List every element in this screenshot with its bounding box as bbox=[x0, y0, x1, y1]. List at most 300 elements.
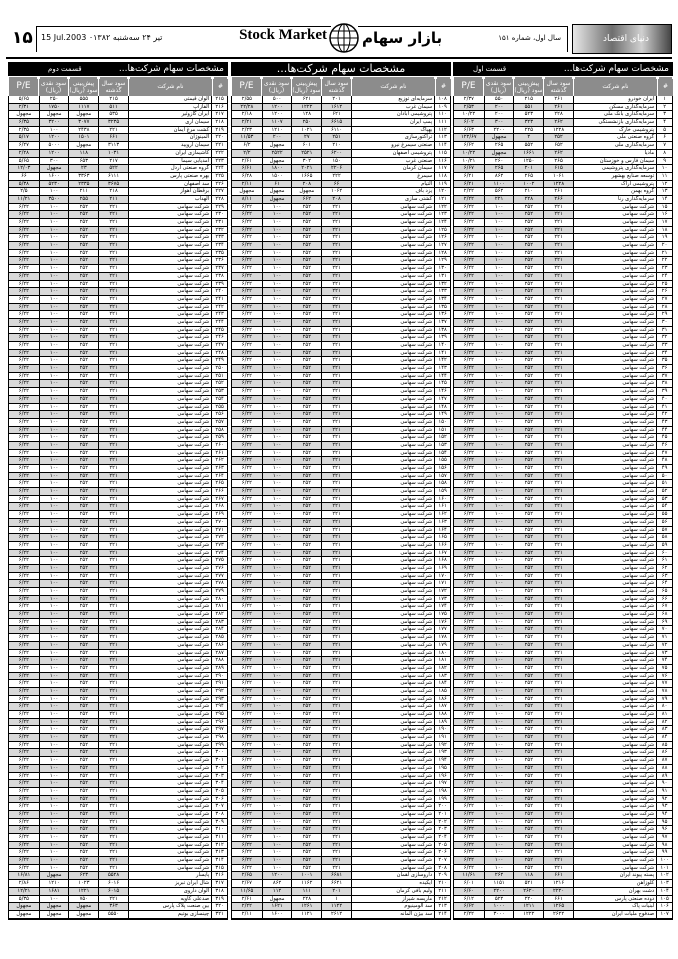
cell-row-number: ۲۳۰ bbox=[211, 211, 227, 218]
header-company-name: نام شرکت bbox=[351, 77, 435, 96]
cell-row-number: ۱۱۰ bbox=[434, 111, 450, 118]
cell-last-year-eps: ۲۲۱ bbox=[321, 834, 351, 841]
cell-row-number: ۱۵۶ bbox=[434, 465, 450, 472]
cell-dividend: ۱۰۰ bbox=[262, 503, 292, 510]
cell-pe-ratio: ۶/۲ bbox=[243, 142, 251, 149]
table-row bbox=[9, 611, 227, 619]
cell-last-year-eps: ۲۲۱ bbox=[321, 265, 351, 272]
table-row bbox=[232, 519, 450, 527]
cell-eps-forecast: ۲۵۲ bbox=[291, 688, 321, 695]
cell-pe-ratio: ۶/۲۲ bbox=[18, 549, 29, 556]
table-row bbox=[454, 826, 672, 834]
cell-company-name: شرکت سهامی bbox=[128, 673, 211, 680]
cell-pe-ratio: ۶/۲۲ bbox=[18, 588, 29, 594]
cell-eps-forecast: ۲۵۲ bbox=[291, 749, 321, 756]
table-row bbox=[232, 150, 450, 158]
cell-pe-ratio: ۶/۲۲ bbox=[18, 480, 29, 487]
cell-company-name: شرکت سهامی bbox=[128, 527, 211, 534]
cell-dividend: ۱۰۰ bbox=[484, 803, 514, 810]
cell-company-name: شرکت سهامی bbox=[128, 749, 211, 756]
cell-pe-ratio: ۶/۲۲ bbox=[18, 864, 29, 871]
cell-dividend: ۲۲۱ bbox=[484, 196, 514, 203]
cell-eps-forecast: ۱۱۸ bbox=[513, 872, 543, 879]
table-row bbox=[454, 842, 672, 850]
cell-row-number: ۲۹۰ bbox=[211, 673, 227, 680]
cell-last-year-eps: ۲۲۱ bbox=[98, 688, 128, 695]
table-row bbox=[232, 749, 450, 757]
cell-dividend: ۱۰۰ bbox=[39, 257, 69, 264]
table-row bbox=[454, 380, 672, 388]
table-row bbox=[232, 511, 450, 519]
cell-last-year-eps: ۲۲۱ bbox=[321, 365, 351, 372]
cell-dividend: ۱۰۰ bbox=[484, 819, 514, 826]
table-row bbox=[454, 888, 672, 896]
cell-eps-forecast: ۲۵۲ bbox=[68, 442, 98, 449]
cell-row-number: ۱۷۸ bbox=[434, 634, 450, 641]
cell-row-number: ۵۰ bbox=[656, 473, 672, 480]
cell-eps-forecast: ۲۵۲ bbox=[291, 834, 321, 841]
cell-pe-ratio: ۶/۲۲ bbox=[463, 618, 474, 625]
cell-pe-ratio: ۶/۲۲ bbox=[18, 649, 29, 656]
cell-pe-ratio: ۶/۲۲ bbox=[463, 657, 474, 664]
cell-row-number: ۲۲۰ bbox=[211, 134, 227, 141]
cell-dividend: ۱۰۰ bbox=[484, 650, 514, 657]
cell-pe-ratio: مجهول bbox=[16, 910, 32, 917]
cell-row-number: ۱۳۱ bbox=[434, 273, 450, 280]
table-row bbox=[232, 726, 450, 734]
cell-last-year-eps: ۲۵۱ bbox=[321, 134, 351, 141]
table-row bbox=[454, 334, 672, 342]
cell-row-number: ۲۶۹ bbox=[211, 511, 227, 518]
table-row bbox=[9, 242, 227, 250]
cell-dividend: ۱۰۰ bbox=[262, 788, 292, 795]
cell-company-name: شرکت سهامی bbox=[351, 234, 434, 241]
cell-row-number: ۵۸ bbox=[656, 534, 672, 541]
cell-dividend: ۲۵۰ bbox=[39, 96, 69, 103]
cell-pe-ratio: ۶/۲۲ bbox=[18, 641, 29, 648]
cell-dividend: ۱۰۰ bbox=[262, 657, 292, 664]
table-row bbox=[232, 165, 450, 173]
newspaper-logo bbox=[572, 24, 672, 54]
cell-row-number: ۱۴۸ bbox=[434, 404, 450, 411]
cell-pe-ratio: ۶/۲۲ bbox=[463, 549, 474, 556]
cell-company-name: شرکت سهامی bbox=[351, 419, 434, 426]
cell-last-year-eps: ۱۲۲۸ bbox=[543, 181, 573, 188]
cell-row-number: ۱۲۰ bbox=[434, 188, 450, 195]
cell-dividend: ۱۰۰ bbox=[39, 796, 69, 803]
cell-eps-forecast: ۲۵۲ bbox=[68, 703, 98, 710]
cell-last-year-eps: ۲۲۱ bbox=[321, 434, 351, 441]
cell-dividend: ۲۶۵ bbox=[484, 165, 514, 172]
cell-company-name: شرکت سهامی bbox=[128, 396, 211, 403]
cell-row-number: ۲۱۵ bbox=[211, 96, 227, 103]
cell-eps-forecast: ۲۵۲ bbox=[513, 257, 543, 264]
cell-dividend: ۱۰۰ bbox=[39, 211, 69, 218]
cell-row-number: ۱۷۶ bbox=[434, 619, 450, 626]
table-row bbox=[232, 365, 450, 373]
cell-eps-forecast: ۲۵۲ bbox=[513, 757, 543, 764]
cell-company-name: شرکت سهامی bbox=[128, 488, 211, 495]
table-row bbox=[9, 511, 227, 519]
cell-last-year-eps: ۲۲۱ bbox=[321, 219, 351, 226]
table-row bbox=[9, 565, 227, 573]
cell-company-name: شرکت سهامی bbox=[573, 711, 656, 718]
cell-company-name: شرکت سهامی bbox=[128, 826, 211, 833]
cell-row-number: ۲۵۳ bbox=[211, 388, 227, 395]
cell-row-number: ۴۴ bbox=[656, 427, 672, 434]
cell-eps-forecast: ۲۰۲۱ bbox=[291, 165, 321, 172]
cell-pe-ratio: ۶/۲۲ bbox=[241, 734, 252, 741]
cell-dividend: ۱۰۰ bbox=[262, 773, 292, 780]
cell-eps-forecast: ۲۵۲ bbox=[291, 288, 321, 295]
cell-company-name: شرکت سهامی bbox=[351, 411, 434, 418]
table-header bbox=[453, 76, 673, 96]
table-row bbox=[454, 273, 672, 281]
cell-eps-forecast: ۲۵۲ bbox=[68, 204, 98, 211]
table-row bbox=[232, 319, 450, 327]
cell-dividend: ۱۰۰ bbox=[484, 365, 514, 372]
cell-company-name: گروه بهمن bbox=[573, 188, 656, 195]
cell-dividend: ۱۰۰ bbox=[262, 673, 292, 680]
cell-eps-forecast: ۲۵۲ bbox=[291, 242, 321, 249]
cell-row-number: ۲۷۰ bbox=[211, 519, 227, 526]
cell-pe-ratio: ۶/۲۲ bbox=[463, 472, 474, 479]
cell-row-number: ۲۸۶ bbox=[211, 642, 227, 649]
cell-dividend: ۱۰۰ bbox=[39, 427, 69, 434]
cell-last-year-eps: ۵۱۱ bbox=[98, 104, 128, 111]
cell-row-number: ۲۵۱ bbox=[211, 373, 227, 380]
cell-pe-ratio: ۲/۳۵ bbox=[18, 126, 29, 133]
cell-pe-ratio: ۶/۲۲ bbox=[463, 418, 474, 425]
cell-row-number: ۲۹۶ bbox=[211, 719, 227, 726]
cell-pe-ratio: ۶/۲۲ bbox=[241, 826, 252, 833]
table-row bbox=[454, 757, 672, 765]
cell-row-number: ۲۳۴ bbox=[211, 242, 227, 249]
cell-dividend: ۱۰۰ bbox=[39, 857, 69, 864]
cell-dividend: ۱۰۰ bbox=[262, 327, 292, 334]
cell-dividend: ۱۰۰ bbox=[39, 350, 69, 357]
table-row bbox=[9, 350, 227, 358]
cell-last-year-eps: ۲۲۱ bbox=[321, 404, 351, 411]
cell-company-name: صنعتی سیمرغ نیرو bbox=[351, 142, 434, 149]
cell-eps-forecast: ۲۵۲ bbox=[68, 626, 98, 633]
cell-dividend: ۱۶۲۱ bbox=[262, 903, 292, 910]
cell-eps-forecast: ۱۰۲۳ bbox=[68, 880, 98, 887]
cell-company-name: شرکت سهامی bbox=[573, 496, 656, 503]
cell-eps-forecast: ۲۵۲ bbox=[68, 257, 98, 264]
cell-dividend: ۱۰۰ bbox=[39, 296, 69, 303]
cell-company-name: شرکت سهامی bbox=[128, 450, 211, 457]
cell-dividend: ۱۰۰ bbox=[484, 811, 514, 818]
cell-row-number: ۱۰۶ bbox=[656, 903, 672, 910]
table-row bbox=[9, 527, 227, 535]
cell-pe-ratio: ۶/۲۲ bbox=[241, 588, 252, 594]
cell-pe-ratio: ۶/۲۲ bbox=[463, 395, 474, 402]
cell-dividend: ۱۰۰ bbox=[484, 311, 514, 318]
cell-company-name: شرکت سهامی bbox=[351, 796, 434, 803]
cell-eps-forecast: ۲۵۲ bbox=[513, 380, 543, 387]
cell-last-year-eps: ۲۲۱ bbox=[98, 357, 128, 364]
cell-dividend: ۱۰۰ bbox=[39, 519, 69, 526]
cell-eps-forecast: ۲۵۲ bbox=[68, 227, 98, 234]
cell-eps-forecast: ۲۵۲ bbox=[68, 503, 98, 510]
table-row bbox=[454, 404, 672, 412]
table-row bbox=[454, 250, 672, 258]
cell-pe-ratio: ۶/۲۲ bbox=[18, 726, 29, 733]
cell-pe-ratio: ۶/۲۲ bbox=[18, 449, 29, 456]
table-row bbox=[9, 357, 227, 365]
table-row bbox=[9, 119, 227, 127]
cell-last-year-eps: ۲۲۱ bbox=[543, 296, 573, 303]
cell-dividend: ۱۰۰ bbox=[262, 450, 292, 457]
header-dividend: سود نقدی (ریال) bbox=[38, 77, 68, 96]
cell-eps-forecast: ۲۵۲ bbox=[68, 611, 98, 618]
table-row bbox=[9, 826, 227, 834]
cell-row-number: ۸ bbox=[656, 150, 672, 157]
cell-company-name: شرکت سهامی bbox=[351, 373, 434, 380]
cell-row-number: ۹۳ bbox=[656, 803, 672, 810]
cell-dividend: ۱۰۰ bbox=[262, 803, 292, 810]
cell-row-number: ۵۹ bbox=[656, 542, 672, 549]
cell-eps-forecast: ۲۵۲ bbox=[68, 580, 98, 587]
cell-row-number: ۲۶۰ bbox=[211, 442, 227, 449]
cell-eps-forecast: ۱۰۰۱ bbox=[291, 872, 321, 879]
cell-pe-ratio: ۶/۲۲ bbox=[241, 503, 252, 510]
cell-last-year-eps: ۲۲۱ bbox=[98, 757, 128, 764]
cell-dividend: ۱۰۰ bbox=[262, 288, 292, 295]
cell-row-number: ۱۲۴ bbox=[434, 219, 450, 226]
cell-eps-forecast: ۲۵۲ bbox=[513, 319, 543, 326]
cell-eps-forecast: ۲۵۲ bbox=[291, 457, 321, 464]
table-row bbox=[9, 650, 227, 658]
cell-pe-ratio: ۶/۲۲ bbox=[241, 757, 252, 764]
cell-last-year-eps: ۵۵۲۸ bbox=[98, 872, 128, 879]
cell-last-year-eps: ۲۲۱ bbox=[543, 796, 573, 803]
cell-pe-ratio: ۶/۲۲ bbox=[18, 272, 29, 279]
cell-eps-forecast: ۲۵۲ bbox=[291, 257, 321, 264]
table-row bbox=[9, 96, 227, 104]
table-row bbox=[232, 288, 450, 296]
table-row bbox=[454, 496, 672, 504]
cell-row-number: ۶۸ bbox=[656, 611, 672, 618]
cell-row-number: ۱۶۱ bbox=[434, 503, 450, 510]
cell-company-name: شرکت سهامی bbox=[573, 826, 656, 833]
header-dividend: سود نقدی (ریال) bbox=[261, 77, 291, 96]
cell-pe-ratio: ۶/۲۲ bbox=[18, 611, 29, 618]
cell-eps-forecast: ۲۵۲ bbox=[291, 380, 321, 387]
cell-eps-forecast: ۲۵۲ bbox=[68, 334, 98, 341]
cell-pe-ratio: ۶/۲۲ bbox=[241, 457, 252, 464]
cell-company-name: کلوزآهن bbox=[573, 880, 656, 887]
cell-last-year-eps: ۲۲۱ bbox=[98, 819, 128, 826]
cell-last-year-eps: ۲۲۱ bbox=[98, 626, 128, 633]
cell-dividend: ۱۰۰ bbox=[39, 896, 69, 903]
cell-company-name: شرکت سهامی bbox=[351, 242, 434, 249]
cell-row-number: ۹۵ bbox=[656, 819, 672, 826]
cell-row-number: ۱۹۰ bbox=[434, 726, 450, 733]
table-row bbox=[454, 834, 672, 842]
cell-dividend: ۵۶۲ bbox=[484, 188, 514, 195]
cell-row-number: ۷۸ bbox=[656, 688, 672, 695]
table-row bbox=[232, 527, 450, 535]
cell-dividend: ۱۰۰ bbox=[484, 680, 514, 687]
cell-pe-ratio: ۶/۲۲ bbox=[18, 718, 29, 725]
cell-row-number: ۱۶۸ bbox=[434, 557, 450, 564]
table-row bbox=[454, 327, 672, 335]
cell-last-year-eps: ۲۲۱ bbox=[543, 227, 573, 234]
cell-pe-ratio: ۶/۲۲ bbox=[18, 687, 29, 694]
header-eps-forecast: پیش‌بینی سود (ریال) bbox=[291, 77, 321, 96]
table-row bbox=[454, 642, 672, 650]
cell-company-name: شرکت سهامی bbox=[573, 388, 656, 395]
cell-eps-forecast: ۱۱۲۱ bbox=[291, 911, 321, 918]
cell-company-name: شرکت سهامی bbox=[351, 811, 434, 818]
cell-dividend: ۱۰۰ bbox=[484, 557, 514, 564]
cell-company-name: شرکت سهامی bbox=[128, 388, 211, 395]
table-row bbox=[9, 842, 227, 850]
cell-eps-forecast: ۲۶۵ bbox=[513, 173, 543, 180]
cell-dividend: ۱۰۰ bbox=[39, 288, 69, 295]
cell-dividend: ۱۰۰ bbox=[262, 757, 292, 764]
cell-company-name: شرکت سهامی bbox=[573, 265, 656, 272]
cell-pe-ratio: ۶/۲۲ bbox=[18, 280, 29, 287]
cell-company-name: پتروشیمی اصفهان bbox=[351, 150, 434, 157]
cell-last-year-eps: ۲۲۸ bbox=[543, 111, 573, 118]
cell-company-name: شرکت سهامی bbox=[128, 773, 211, 780]
cell-dividend: ۱۰۰ bbox=[484, 849, 514, 856]
cell-eps-forecast: مجهول bbox=[68, 911, 98, 918]
cell-company-name: شرکت سهامی bbox=[128, 211, 211, 218]
cell-last-year-eps: ۶۶۱ bbox=[98, 134, 128, 141]
cell-row-number: ۲۸۷ bbox=[211, 650, 227, 657]
cell-row-number: ۱۱۸ bbox=[434, 173, 450, 180]
cell-row-number: ۷۹ bbox=[656, 696, 672, 703]
cell-dividend: ۱۰۰ bbox=[262, 550, 292, 557]
cell-row-number: ۱۹۱ bbox=[434, 734, 450, 741]
cell-company-name: شرکت سهامی bbox=[351, 588, 434, 595]
table-row bbox=[9, 227, 227, 235]
table-row bbox=[9, 281, 227, 289]
cell-eps-forecast: ۲۵۲ bbox=[68, 365, 98, 372]
table-row bbox=[454, 603, 672, 611]
cell-company-name: شرکت سهامی bbox=[128, 842, 211, 849]
cell-eps-forecast: ۲۵۲ bbox=[513, 796, 543, 803]
header-last-year-eps: سود سال گذشته bbox=[98, 77, 128, 96]
cell-row-number: ۴۹ bbox=[656, 465, 672, 472]
cell-dividend: ۲۶۰ bbox=[484, 158, 514, 165]
table-row bbox=[454, 342, 672, 350]
table-row bbox=[454, 450, 672, 458]
cell-dividend: ۱۰۰ bbox=[484, 350, 514, 357]
cell-row-number: ۱۴۵ bbox=[434, 380, 450, 387]
cell-company-name: پمپ ایران bbox=[351, 119, 434, 126]
cell-company-name: شرکت سهامی bbox=[573, 626, 656, 633]
cell-dividend: ۱۰۰ bbox=[39, 480, 69, 487]
cell-dividend: ۱۰۰ bbox=[39, 365, 69, 372]
cell-eps-forecast: ۲۵۲ bbox=[513, 219, 543, 226]
cell-last-year-eps: ۲۲۱ bbox=[321, 688, 351, 695]
cell-row-number: ۱۷۳ bbox=[434, 596, 450, 603]
cell-row-number: ۲۱۲ bbox=[434, 896, 450, 903]
cell-company-name: یزد باف bbox=[351, 188, 434, 195]
cell-pe-ratio: ۶/۲۲ bbox=[463, 434, 474, 441]
cell-eps-forecast: ۲۵۲ bbox=[291, 757, 321, 764]
cell-row-number: ۱۲۸ bbox=[434, 250, 450, 257]
cell-company-name: صدعلی کاویه bbox=[128, 896, 211, 903]
cell-company-name: شرکت سهامی bbox=[573, 380, 656, 387]
cell-eps-forecast: ۲۵۲ bbox=[513, 665, 543, 672]
cell-row-number: ۱۶ bbox=[656, 211, 672, 218]
cell-dividend: ۳۵۰۰ bbox=[39, 196, 69, 203]
cell-company-name: آلمینوژان bbox=[128, 134, 211, 141]
cell-dividend: ۱۰۰ bbox=[484, 465, 514, 472]
cell-company-name: شرکت سهامی bbox=[351, 780, 434, 787]
table-row bbox=[454, 849, 672, 857]
cell-last-year-eps: ۶۱۱۱ bbox=[98, 173, 128, 180]
cell-last-year-eps: ۲۲۱ bbox=[98, 588, 128, 595]
cell-company-name: الوان قیمتی bbox=[128, 96, 211, 103]
cell-eps-forecast: ۲۵۲ bbox=[513, 442, 543, 449]
cell-row-number: ۱۹۳ bbox=[434, 749, 450, 756]
cell-pe-ratio: ۶/۲۲ bbox=[18, 418, 29, 425]
cell-dividend: ۱۰۰ bbox=[484, 373, 514, 380]
cell-company-name: شرکت سهامی bbox=[351, 603, 434, 610]
cell-row-number: ۱۱۷ bbox=[434, 165, 450, 172]
stock-table-column-left bbox=[8, 62, 228, 920]
cell-eps-forecast: ۲۵۲ bbox=[291, 234, 321, 241]
cell-row-number: ۷۶ bbox=[656, 673, 672, 680]
cell-company-name: شرکت سهامی bbox=[351, 773, 434, 780]
cell-last-year-eps: ۶۶ bbox=[321, 181, 351, 188]
cell-pe-ratio: ۶/۲۲ bbox=[241, 834, 252, 840]
cell-last-year-eps: ۲۲۱ bbox=[543, 219, 573, 226]
cell-row-number: ۱۰ bbox=[656, 165, 672, 172]
cell-row-number: ۲۶۱ bbox=[211, 450, 227, 457]
cell-eps-forecast: ۲۵۲ bbox=[291, 296, 321, 303]
cell-pe-ratio: ۶/۶۲ bbox=[463, 903, 474, 910]
cell-dividend: ۱۰۰ bbox=[262, 703, 292, 710]
cell-dividend: ۱۰۰۰ bbox=[484, 903, 514, 910]
cell-company-name: شرکت سهامی bbox=[351, 596, 434, 603]
cell-company-name: سرمایه‌ای توزیع bbox=[351, 96, 434, 103]
cell-dividend: ۱۰۰ bbox=[39, 311, 69, 318]
cell-pe-ratio: ۶/۲۲ bbox=[463, 818, 474, 825]
cell-company-name: شرکت سهامی bbox=[573, 296, 656, 303]
cell-eps-forecast: مجهول bbox=[291, 188, 321, 195]
cell-last-year-eps: ۲۲۱ bbox=[321, 557, 351, 564]
cell-pe-ratio: ۲/۱۱ bbox=[241, 180, 252, 187]
cell-company-name: شرکت سهامی bbox=[573, 696, 656, 703]
cell-pe-ratio: ۶/۲۲ bbox=[18, 357, 29, 364]
cell-last-year-eps: ۱۲۱۶ bbox=[543, 880, 573, 887]
cell-row-number: ۱۴ bbox=[656, 196, 672, 203]
cell-row-number: ۱۳۰ bbox=[434, 265, 450, 272]
cell-last-year-eps: ۲۲۱ bbox=[321, 773, 351, 780]
cell-company-name: شرکت سهامی bbox=[351, 650, 434, 657]
table-row bbox=[454, 503, 672, 511]
cell-pe-ratio: ۶/۲۲ bbox=[241, 580, 252, 587]
cell-dividend: ۱۰۰ bbox=[484, 773, 514, 780]
cell-last-year-eps: ۲۲۱ bbox=[98, 304, 128, 311]
cell-company-name: شرکت سهامی bbox=[128, 480, 211, 487]
cell-dividend: ۱۰۰ bbox=[262, 350, 292, 357]
table-row bbox=[9, 219, 227, 227]
cell-pe-ratio: ۱۲/۰۳ bbox=[17, 165, 31, 172]
cell-pe-ratio: ۶/۲۲ bbox=[18, 411, 29, 418]
cell-eps-forecast: ۲۵۲ bbox=[68, 788, 98, 795]
table-row bbox=[454, 419, 672, 427]
cell-pe-ratio: ۶/۲۲ bbox=[241, 426, 252, 433]
